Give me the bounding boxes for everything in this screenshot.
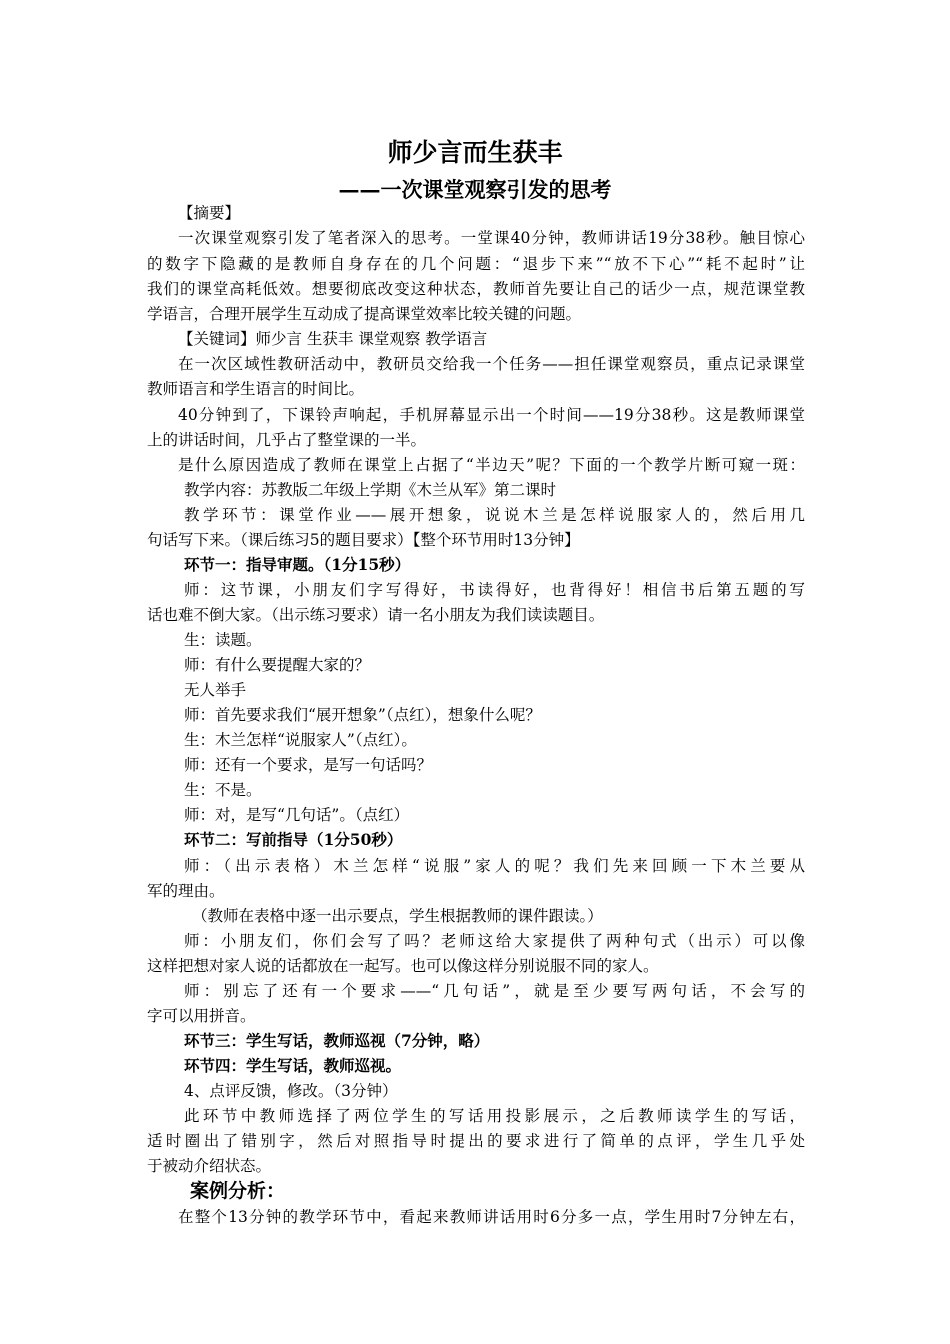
doc-subtitle: ——一次课堂观察引发的思考 [338, 177, 612, 202]
segment-line: 句话写下来。（课后练习5的题目要求）【整个环节用时13分钟】 [147, 531, 580, 549]
teacher-line: 这样把想对家人说的话都放在一起写。也可以像这样分别说服不同的家人。 [147, 957, 659, 975]
step-heading: 环节一：指导审题。（1分15秒） [184, 555, 411, 574]
dialog-line: 师：有什么要提醒大家的？ [184, 656, 371, 674]
step-heading: 环节二：写前指导（1分50秒） [184, 830, 403, 849]
doc-title: 师少言而生获丰 [387, 138, 563, 167]
dialog-line: 生：不是。 [184, 781, 262, 799]
paragraph-line: 在一次区域性教研活动中，教研员交给我一个任务——担任课堂观察员，重点记录课堂 [178, 355, 805, 373]
teacher-line: 师：（出示表格）木兰怎样“说服”家人的呢？我们先来回顾一下木兰要从 [184, 857, 805, 875]
paragraph-line: 40分钟到了，下课铃声响起，手机屏幕显示出一个时间——19分38秒。这是教师课堂 [178, 406, 805, 424]
teaching-content: 教学内容：苏教版二年级上学期《木兰从军》第二课时 [184, 481, 557, 499]
dialog-line: 师：首先要求我们“展开想象”（点红），想象什么呢？ [184, 706, 541, 724]
teacher-line: 话也难不倒大家。（出示练习要求）请一名小朋友为我们读读题目。 [147, 606, 605, 624]
abstract-line: 我们的课堂高耗低效。想要彻底改变这种状态，教师首先要让自己的话少一点，规范课堂教 [147, 280, 805, 298]
paragraph-line: 在整个13分钟的教学环节中，看起来教师讲话用时6分多一点，学生用时7分钟左右， [178, 1208, 805, 1226]
keywords: 【关键词】师少言 生获丰 课堂观察 教学语言 [178, 330, 488, 348]
step-heading: 环节四：学生写话，教师巡视。 [184, 1056, 402, 1075]
teacher-note: （教师在表格中逐一出示要点，学生根据教师的课件跟读。） [192, 907, 603, 925]
paragraph-line: 是什么原因造成了教师在课堂上占据了“半边天”呢？下面的一个教学片断可窥一斑： [178, 456, 805, 474]
paragraph-line: 此环节中教师选择了两位学生的写话用投影展示，之后教师读学生的写话， [184, 1107, 805, 1125]
abstract-line: 一次课堂观察引发了笔者深入的思考。一堂课40分钟，教师讲话19分38秒。触目惊心 [178, 229, 805, 247]
teacher-line: 师：别忘了还有一个要求——“几句话”，就是至少要写两句话，不会写的 [184, 982, 805, 1000]
teacher-line: 军的理由。 [147, 882, 225, 900]
step-heading: 4、点评反馈，修改。（3分钟） [184, 1082, 398, 1100]
teacher-line: 师：这节课，小朋友们字写得好，书读得好，也背得好！相信书后第五题的写 [184, 581, 805, 599]
paragraph-line: 上的讲话时间，几乎占了整堂课的一半。 [147, 431, 427, 449]
abstract-line: 的数字下隐藏的是教师自身存在的几个问题：“退步下来”“放不下心”“耗不起时”让 [147, 255, 805, 273]
analysis-heading: 案例分析： [190, 1180, 286, 1202]
teacher-line: 字可以用拼音。 [147, 1007, 256, 1025]
step-heading: 环节三：学生写话，教师巡视（7分钟，略） [184, 1031, 490, 1050]
paragraph-line: 适时圈出了错别字，然后对照指导时提出的要求进行了简单的点评，学生几乎处 [147, 1132, 805, 1150]
teacher-line: 师：小朋友们，你们会写了吗？老师这给大家提供了两种句式（出示）可以像 [184, 932, 805, 950]
dialog-line: 生：木兰怎样“说服家人”（点红）。 [184, 731, 417, 749]
paragraph-line: 于被动介绍状态。 [147, 1157, 272, 1175]
dialog-line: 无人举手 [184, 681, 247, 699]
dialog-line: 生：读题。 [184, 631, 262, 649]
paragraph-line: 教师语言和学生语言的时间比。 [147, 380, 365, 398]
dialog-line: 师：还有一个要求，是写一句话吗？ [184, 756, 433, 774]
abstract-heading: 【摘要】 [178, 204, 241, 222]
abstract-line: 学语言，合理开展学生互动成了提高课堂效率比较关键的问题。 [147, 305, 582, 323]
segment-line: 教学环节：课堂作业——展开想象，说说木兰是怎样说服家人的，然后用几 [184, 506, 805, 524]
dialog-line: 师：对，是写“几句话”。（点红） [184, 806, 410, 824]
